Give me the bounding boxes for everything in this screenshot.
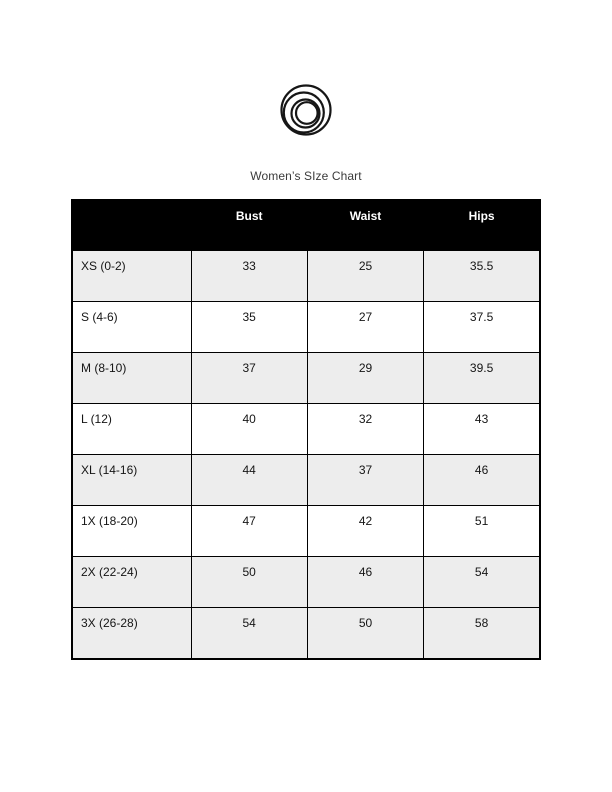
size-label-cell: XS (0-2) bbox=[72, 251, 191, 302]
size-chart-table bbox=[71, 199, 541, 660]
table-row-xl bbox=[72, 455, 540, 506]
bust-cell: 50 bbox=[191, 557, 307, 608]
column-header-waist: Waist bbox=[307, 200, 423, 251]
table-row-3x bbox=[72, 608, 540, 660]
hips-cell: 58 bbox=[424, 608, 540, 660]
hips-cell: 35.5 bbox=[424, 251, 540, 302]
hips-cell: 43 bbox=[424, 404, 540, 455]
waist-cell: 50 bbox=[307, 608, 423, 660]
size-label-cell: L (12) bbox=[72, 404, 191, 455]
header-row bbox=[72, 200, 540, 251]
size-label-cell: 3X (26-28) bbox=[72, 608, 191, 660]
table-row-m bbox=[72, 353, 540, 404]
size-label-cell: 1X (18-20) bbox=[72, 506, 191, 557]
hips-cell: 39.5 bbox=[424, 353, 540, 404]
table-row-2x bbox=[72, 557, 540, 608]
column-header-size bbox=[72, 200, 191, 251]
bust-cell: 54 bbox=[191, 608, 307, 660]
page-title: Women’s SIze Chart bbox=[250, 169, 362, 183]
waist-cell: 37 bbox=[307, 455, 423, 506]
waist-cell: 42 bbox=[307, 506, 423, 557]
bust-cell: 47 bbox=[191, 506, 307, 557]
brand-logo bbox=[0, 83, 612, 139]
bust-cell: 40 bbox=[191, 404, 307, 455]
table-row-s bbox=[72, 302, 540, 353]
hips-cell: 46 bbox=[424, 455, 540, 506]
bust-cell: 33 bbox=[191, 251, 307, 302]
hips-cell: 37.5 bbox=[424, 302, 540, 353]
column-header-hips: Hips bbox=[424, 200, 540, 251]
hips-cell: 54 bbox=[424, 557, 540, 608]
size-label-cell: XL (14-16) bbox=[72, 455, 191, 506]
table-row-1x bbox=[72, 506, 540, 557]
hips-cell: 51 bbox=[424, 506, 540, 557]
waist-cell: 25 bbox=[307, 251, 423, 302]
bust-cell: 44 bbox=[191, 455, 307, 506]
table-row-l bbox=[72, 404, 540, 455]
size-label-cell: S (4-6) bbox=[72, 302, 191, 353]
waist-cell: 46 bbox=[307, 557, 423, 608]
table-row-xs bbox=[72, 251, 540, 302]
column-header-bust: Bust bbox=[191, 200, 307, 251]
bust-cell: 35 bbox=[191, 302, 307, 353]
bust-cell: 37 bbox=[191, 353, 307, 404]
size-label-cell: M (8-10) bbox=[72, 353, 191, 404]
waist-cell: 27 bbox=[307, 302, 423, 353]
waist-cell: 29 bbox=[307, 353, 423, 404]
size-chart-table-container bbox=[71, 199, 541, 660]
waist-cell: 32 bbox=[307, 404, 423, 455]
size-label-cell: 2X (22-24) bbox=[72, 557, 191, 608]
spiral-logo-icon bbox=[278, 83, 334, 139]
